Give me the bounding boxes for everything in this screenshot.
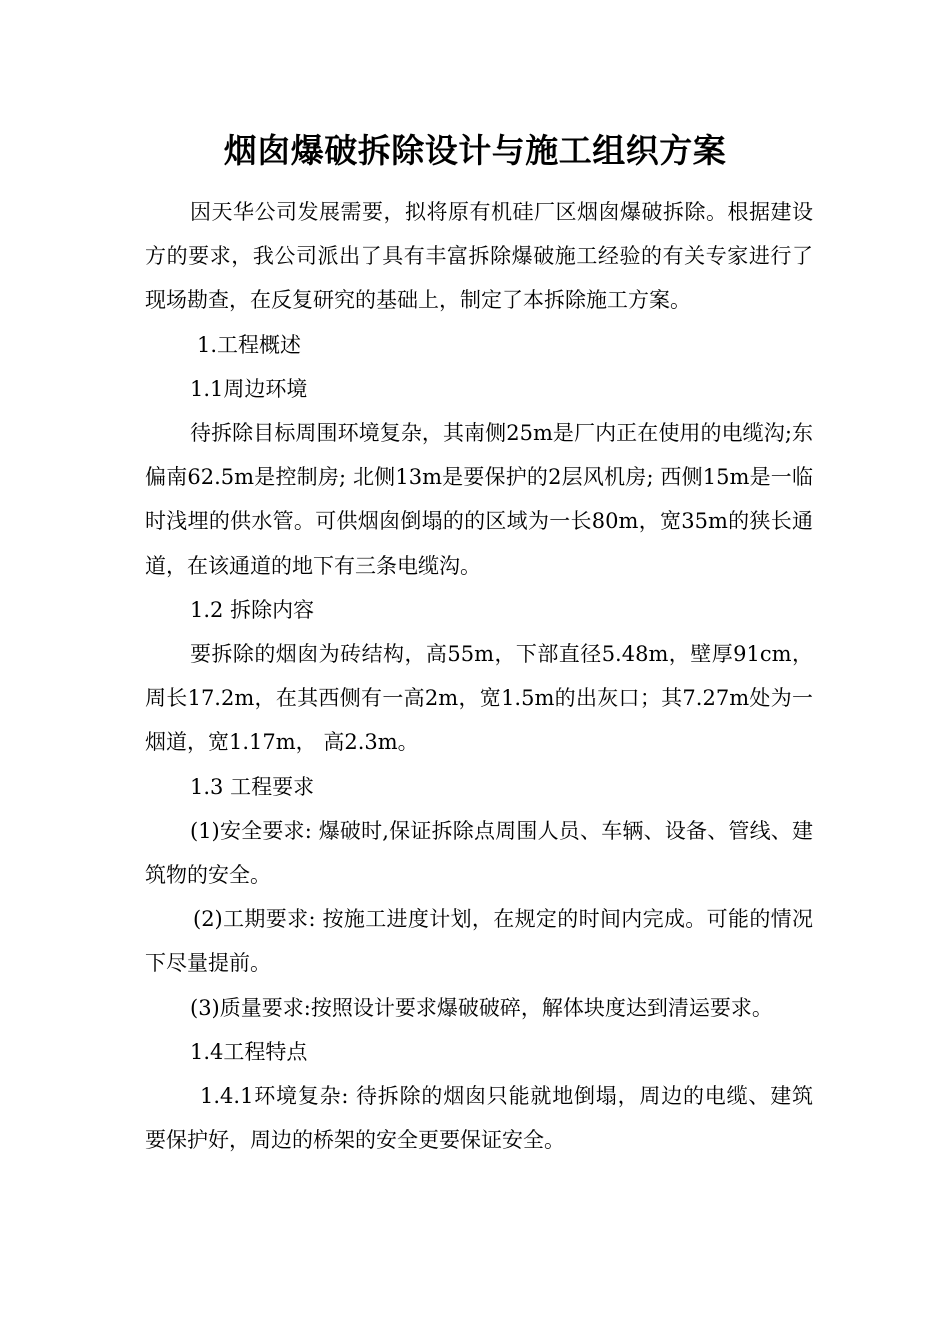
safety-requirement-paragraph: (1)安全要求: 爆破时,保证拆除点周围人员、车辆、设备、管线、建筑物的安全。 [145, 818, 813, 888]
document-title: 烟囱爆破拆除设计与施工组织方案 [223, 131, 727, 170]
section-heading-1-3: 1.3 工程要求 [190, 774, 315, 799]
section-heading-1-4: 1.4工程特点 [190, 1039, 308, 1064]
schedule-requirement-paragraph: (2)工期要求: 按施工进度计划，在规定的时间内完成。可能的情况下尽量提前。 [145, 907, 813, 976]
quality-requirement-paragraph: (3)质量要求:按照设计要求爆破破碎，解体块度达到清运要求。 [190, 995, 773, 1020]
environment-complexity-paragraph: 1.4.1环境复杂: 待拆除的烟囱只能就地倒塌，周边的电缆、建筑要保护好，周边的桥架的安全更要保证安全。 [145, 1084, 813, 1153]
section-heading-1: 1.工程概述 [197, 332, 302, 357]
intro-paragraph: 因天华公司发展需要，拟将原有机硅厂区烟囱爆破拆除。根据建设方的要求，我公司派出了具有丰富拆除爆破施工经验的有关专家进行了现场勘查，在反复研究的基础上，制定了本拆除施工方案。 [145, 200, 813, 313]
section-heading-1-2: 1.2 拆除内容 [190, 597, 315, 622]
surroundings-paragraph: 待拆除目标周围环境复杂，其南侧25m是厂内正在使用的电缆沟;东偏南62.5m是控制房; 北侧13m是要保护的2层风机房; 西侧15m是一临时浅埋的供水管。可供烟囱倒塌的的区域为一长80m，宽35m的狭长通道，在该通道的地下有三条电缆沟。 [145, 421, 813, 578]
document-body [145, 190, 813, 1162]
demolition-content-paragraph: 要拆除的烟囱为砖结构，高55m，下部直径5.48m，壁厚91cm，周长17.2m，在其西侧有一高2m，宽1.5m的出灰口；其7.27m处为一烟道，宽1.17m， 高2.3m。 [145, 642, 813, 755]
section-heading-1-1: 1.1周边环境 [190, 376, 308, 401]
